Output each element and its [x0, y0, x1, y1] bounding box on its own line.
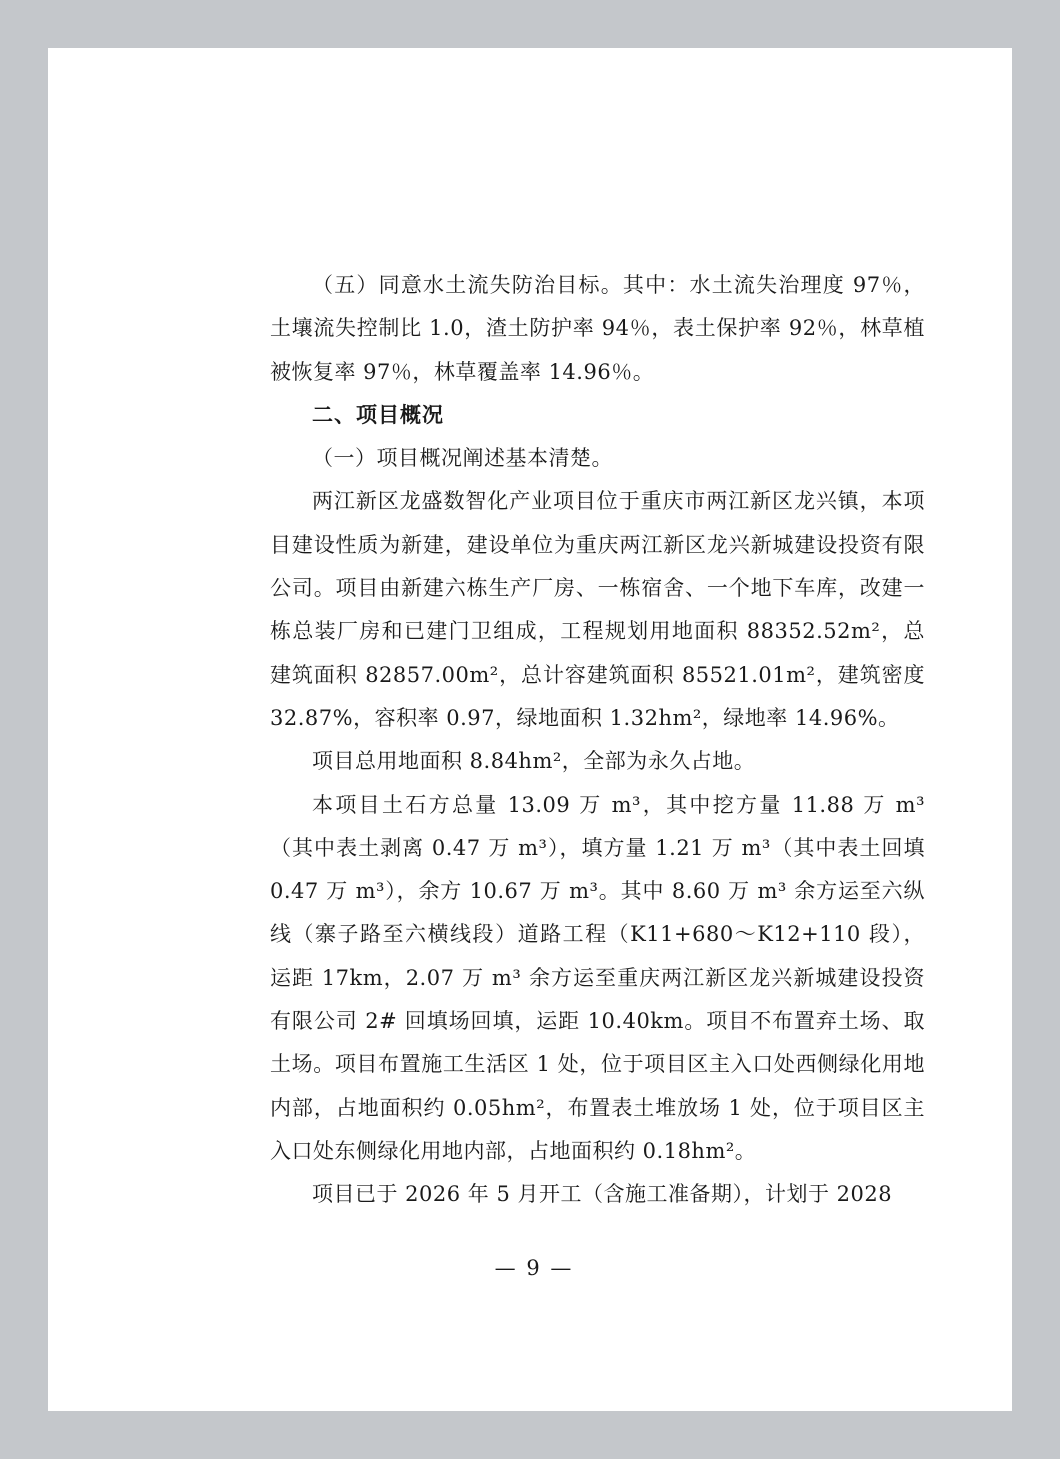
paragraph-goals: （五）同意水土流失防治目标。其中：水土流失治理度 97％，土壤流失控制比 1.0，渣土防护率 94％，表土保护率 92％，林草植被恢复率 97％，林草覆盖率 14.96％。	[270, 273, 925, 384]
paragraph-earthwork: 本项目土石方总量 13.09 万 m³，其中挖方量 11.88 万 m³（其中表土剥离 0.47 万 m³），填方量 1.21 万 m³（其中表土回填 0.47 万 m³），余方 10.67 万 m³。其中 8.60 万 m³ 余方运至六纵线（寨子路至六横线段）道路工程（K11+680～K12+110 段），运距 17km，2.07 万 m³ 余方运至重庆两江新区龙兴新城建设投资有限公司 2# 回填场回填，运距 10.40km。项目不布置弃土场、取土场。项目布置施工生活区 1 处，位于项目区主入口处西侧绿化用地内部，占地面积约 0.05hm²，布置表土堆放场 1 处，位于项目区主入口处东侧绿化用地内部，占地面积约 0.18hm²。	[270, 792, 925, 1163]
paragraph-overview: 两江新区龙盛数智化产业项目位于重庆市两江新区龙兴镇，本项目建设性质为新建，建设单位为重庆两江新区龙兴新城建设投资有限公司。项目由新建六栋生产厂房、一栋宿舍、一个地下车库，改建一栋总装厂房和已建门卫组成，工程规划用地面积 88352.52m²，总建筑面积 82857.00m²，总计容建筑面积 85521.01m²，建筑密度 32.87%，容积率 0.97，绿地面积 1.32hm²，绿地率 14.96%。	[270, 489, 925, 730]
page-number: — 9 —	[494, 1256, 574, 1280]
body-text	[270, 264, 925, 1217]
document-page	[48, 48, 1012, 1411]
section-heading: 二、项目概况	[312, 402, 444, 427]
paragraph-land-area: 项目总用地面积 8.84hm²，全部为永久占地。	[312, 749, 756, 774]
paragraph-schedule: 项目已于 2026 年 5 月开工（含施工准备期），计划于 2028	[312, 1182, 893, 1207]
subsection-heading: （一）项目概况阐述基本清楚。	[312, 446, 613, 471]
